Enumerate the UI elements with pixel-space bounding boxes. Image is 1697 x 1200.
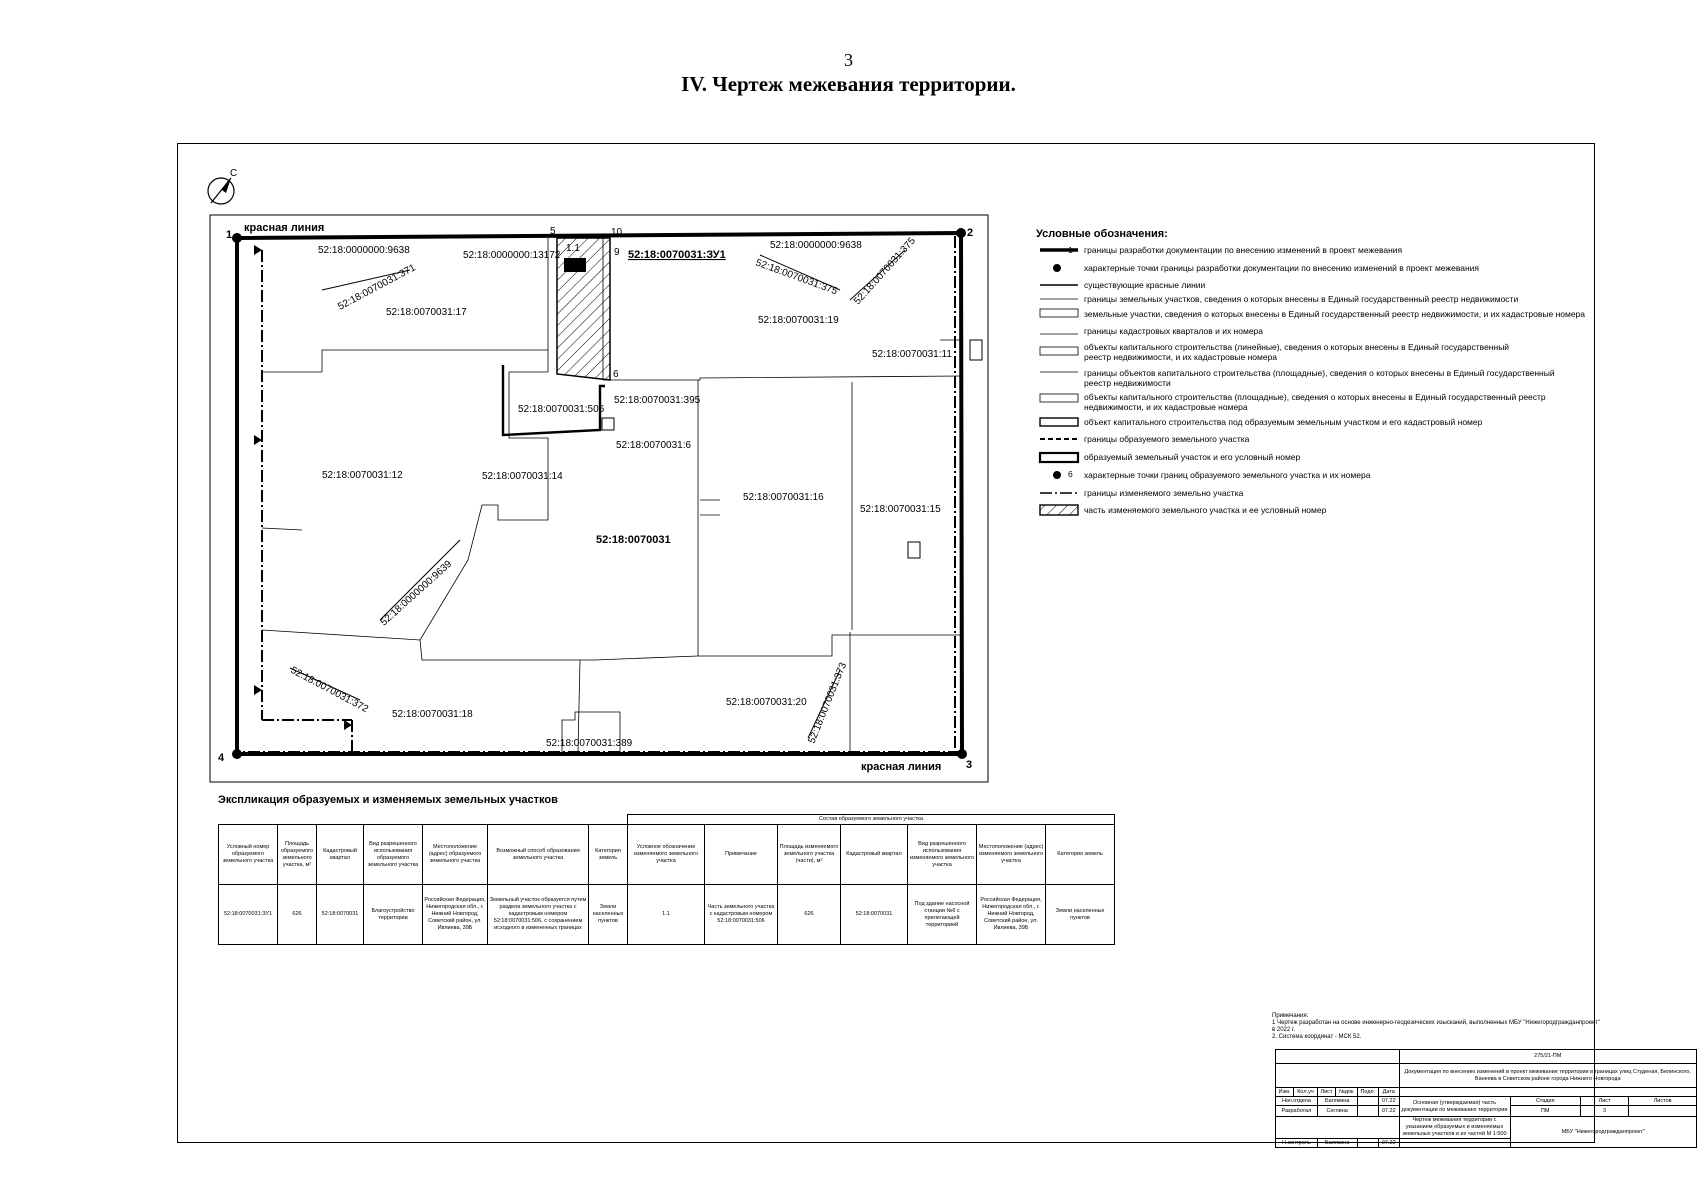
boundary-point-5: 5 [550, 226, 556, 237]
page-title: IV. Чертеж межевания территории. [681, 72, 1016, 96]
boundary-point-10: 10 [611, 227, 623, 238]
table-header-cell: Условный номер образуемого земельного участка [219, 825, 278, 885]
stamp-person: Балякина [1317, 1097, 1357, 1106]
label-506: 52:18:0070031:506 [518, 404, 605, 415]
stamp-date: 07.22 [1379, 1139, 1399, 1148]
table-header-cell: Местоположение (адрес) образуемого земельного участка [423, 825, 488, 885]
label-395: 52:18:0070031:395 [614, 395, 701, 406]
north-label: С [230, 168, 238, 179]
table-cell: Российская Федерация, Нижегородская обл., г. Нижний Новгород, Советский район, ул. Ивлиева, 39Б [977, 885, 1046, 945]
small-building-right [970, 340, 982, 360]
label-9638-top: 52:18:0000000:9638 [318, 245, 410, 256]
table-cell: Благоустройство территории [364, 885, 423, 945]
stamp-sheet: 3 [1580, 1106, 1628, 1117]
stamp-col: Дата [1379, 1088, 1399, 1097]
notes-line-2: 2. Система координат - МСК 52. [1272, 1034, 1362, 1040]
new-parcel-id: 52:18:0070031:ЗУ1 [628, 249, 726, 261]
legend-title: Условные обозначения: [1036, 228, 1168, 240]
legend-item: объекты капитального строительства (линейные), сведения о которых внесены в Единый государственный реестр недвижимости, и их кадастровые номера [1084, 342, 1510, 362]
table-cell: Под здание насосной станции №6 с прилегающей территорией [908, 885, 977, 945]
table-row [219, 885, 1115, 945]
building-filled [564, 258, 586, 272]
legend-item: границы образуемого земельного участка [1084, 434, 1250, 444]
label-13172: 52:18:0000000:13172 [463, 250, 561, 261]
table-header-cell: Примечание [705, 825, 778, 885]
stamp-stage: ПМ [1510, 1106, 1580, 1117]
legend-item: границы изменяемого земельно участка [1084, 488, 1244, 498]
table-cell: 52:18:0070031:ЗУ1 [219, 885, 278, 945]
stamp-role: Нач.отдела [1276, 1097, 1318, 1106]
stamp-columns-row [1276, 1088, 1697, 1097]
notes-line-1: 1 Чертеж разработан на основе инженерно-геодезических изысканий, выполненных МБУ "Нижегородгражданпроект" в 2022 г. [1272, 1020, 1600, 1033]
table-cell: 52:18:0070031 [841, 885, 908, 945]
stamp-section: Основная (утверждаемая) часть документации по межеванию территории [1399, 1097, 1510, 1117]
table-header-row [219, 825, 1115, 885]
stamp-col: Лист [1317, 1088, 1335, 1097]
label-9638-right: 52:18:0000000:9638 [770, 240, 862, 251]
label-19: 52:18:0070031:19 [758, 315, 839, 326]
legend-item: характерные точки границ образуемого земельного участка и их номера [1084, 470, 1371, 480]
label-16: 52:18:0070031:16 [743, 492, 824, 503]
label-11: 52:18:0070031:11 [872, 349, 952, 360]
table-header-cell: Категория земель [1046, 825, 1115, 885]
legend-point-1: 1 [1068, 245, 1073, 255]
red-line-arrows [254, 245, 352, 730]
stamp-date: 07.22 [1379, 1106, 1399, 1117]
table-cell: 626 [778, 885, 841, 945]
stamp-drawing: Чертеж межевания территории с указанием образуемых и изменяемых земельных участков и их частей М 1:500 [1399, 1117, 1510, 1139]
table-header-cell: Возможный способ образования земельного участка [488, 825, 589, 885]
stamp-doc-title: Документация по внесению изменений в проект межевания территории в границах улиц Студеная, Белинского, Ванеева в Советском районе города Нижнего Новгорода [1399, 1064, 1697, 1088]
label-quarter: 52:18:0070031 [596, 534, 671, 546]
parcel-boundaries [262, 236, 962, 752]
red-line-label-top: красная линия [244, 222, 325, 234]
table-header-cell: Категория земель [589, 825, 628, 885]
stamp-org: МБУ "Нижегородгражданпроект" [1510, 1117, 1697, 1148]
label-371: 52:18:0070031:371 [336, 262, 418, 313]
label-389: 52:18:0070031:389 [546, 738, 633, 749]
table-header-cell: Кадастровый квартал [317, 825, 364, 885]
stamp-sheets-header: Листов [1629, 1097, 1697, 1106]
table-cell: Российская Федерация, Нижегородская обл., г. Нижний Новгород, Советский район, ул. Ивлиева, 39Б [423, 885, 488, 945]
label-373: 52:18:0070031:373 [806, 661, 850, 746]
legend-item: образуемый земельный участок и его условный номер [1084, 452, 1301, 462]
legend-item: объекты капитального строительства (площадные), сведения о которых внесены в Единый государственный реестр недвижимости, и их кадастровые номера [1084, 392, 1546, 412]
stamp-col: Подп. [1357, 1088, 1378, 1097]
stamp-signature [1357, 1097, 1378, 1106]
stamp-date: 07.22 [1379, 1097, 1399, 1106]
stamp-code: 275/21-ПМ [1399, 1050, 1697, 1064]
legend-item: земельные участки, сведения о которых внесены в Единый государственный реестр недвижимости, и их кадастровые номера [1084, 309, 1586, 319]
legend-item: характерные точки границы разработки документации по внесению изменений в проект межевания [1084, 263, 1480, 273]
table-header-cell: Вид разрешенного использования образуемого земельного участка [364, 825, 423, 885]
north-arrow-icon [208, 168, 237, 204]
stamp-stage-header: Стадия [1510, 1097, 1580, 1106]
notes [1272, 1013, 1602, 1041]
label-12: 52:18:0070031:12 [322, 470, 403, 481]
table-cell: Земли населенных пунктов [589, 885, 628, 945]
boundary-point-6: 6 [613, 369, 619, 380]
stamp-person: Сеглина [1317, 1106, 1357, 1117]
stamp-col: Кол.уч [1294, 1088, 1318, 1097]
stamp-signature [1357, 1106, 1378, 1117]
page-number: 3 [844, 50, 853, 70]
boundary-point-9: 9 [614, 247, 620, 258]
table-group-header: Состав образуемого земельного участка [628, 815, 1115, 825]
explication-title: Экспликация образуемых и изменяемых земельных участков [218, 794, 558, 806]
legend-item: границы земельных участков, сведения о которых внесены в Единый государственный реестр недвижимости [1084, 294, 1519, 304]
stamp-role: Н.контроль [1276, 1139, 1318, 1148]
legend-item: объект капитального строительства под образуемым земельным участком и его кадастровый номер [1084, 417, 1483, 427]
table-cell: Земли населенных пунктов [1046, 885, 1115, 945]
label-20: 52:18:0070031:20 [726, 697, 807, 708]
stamp-signature [1357, 1139, 1378, 1148]
label-375a: 52:18:0070031:375 [753, 257, 839, 298]
part-number: 1.1 [566, 243, 580, 254]
table-cell: Земельный участок образуется путем раздела земельного участка с кадастровым номером 52:18:0070031:506, с сохранением исходного в измененных границах [488, 885, 589, 945]
label-15: 52:18:0070031:15 [860, 504, 941, 515]
red-line-label-bottom: красная линия [861, 761, 942, 773]
label-375b: 52:18:0070031:375 [852, 235, 918, 308]
legend-point-6: 6 [1068, 469, 1073, 479]
corner-point-4: 4 [218, 752, 225, 764]
small-building [602, 418, 614, 430]
label-6: 52:18:0070031:6 [616, 440, 692, 451]
legend-item: часть изменяемого земельного участка и ее условный номер [1084, 505, 1327, 515]
title-block [1275, 1049, 1697, 1148]
label-17: 52:18:0070031:17 [386, 307, 467, 318]
stamp-sheet-header: Лист [1580, 1097, 1628, 1106]
stamp-col: №док [1336, 1088, 1357, 1097]
label-9639: 52:18:0000000:9639 [378, 558, 455, 629]
table-cell: 52:18:0070031 [317, 885, 364, 945]
stamp-col: Изм. [1276, 1088, 1294, 1097]
corner-point-2: 2 [967, 227, 974, 239]
small-building-15 [908, 542, 920, 558]
notes-title: Примечания: [1272, 1013, 1309, 1019]
label-372: 52:18:0070031:372 [288, 664, 370, 716]
table-header-cell: Местоположение (адрес) изменяемого земельного участка [977, 825, 1046, 885]
explication-table [218, 814, 1115, 945]
table-cell: 626 [278, 885, 317, 945]
table-header-cell: Вид разрешенного использования изменяемого земельного участка [908, 825, 977, 885]
table-header-cell: Условное обозначение изменяемого земельного участка [628, 825, 705, 885]
table-header-cell: Площадь изменяемого земельного участка (части), м² [778, 825, 841, 885]
stamp-person: Балякина [1317, 1139, 1357, 1148]
corner-point-1: 1 [226, 229, 233, 241]
legend-item: границы кадастровых кварталов и их номера [1084, 326, 1263, 336]
legend-item: границы объектов капитального строительства (площадные), сведения о которых внесены в Единый государственный реестр недвижимости [1084, 368, 1555, 388]
table-cell: Часть земельного участка с кадастровым номером 52:18:0070031:506 [705, 885, 778, 945]
table-header-cell: Кадастровый квартал [841, 825, 908, 885]
stamp-role: Разработал [1276, 1106, 1318, 1117]
stamp-sheets [1629, 1106, 1697, 1117]
corner-point-3: 3 [966, 759, 973, 771]
table-cell: 1.1 [628, 885, 705, 945]
label-18: 52:18:0070031:18 [392, 709, 473, 720]
label-14: 52:18:0070031:14 [482, 471, 563, 482]
legend-item: существующие красные линии [1084, 280, 1206, 290]
table-header-cell: Площадь образуемого земельного участка, м² [278, 825, 317, 885]
legend-item: границы разработки документации по внесению изменений в проект межевания [1084, 245, 1403, 255]
